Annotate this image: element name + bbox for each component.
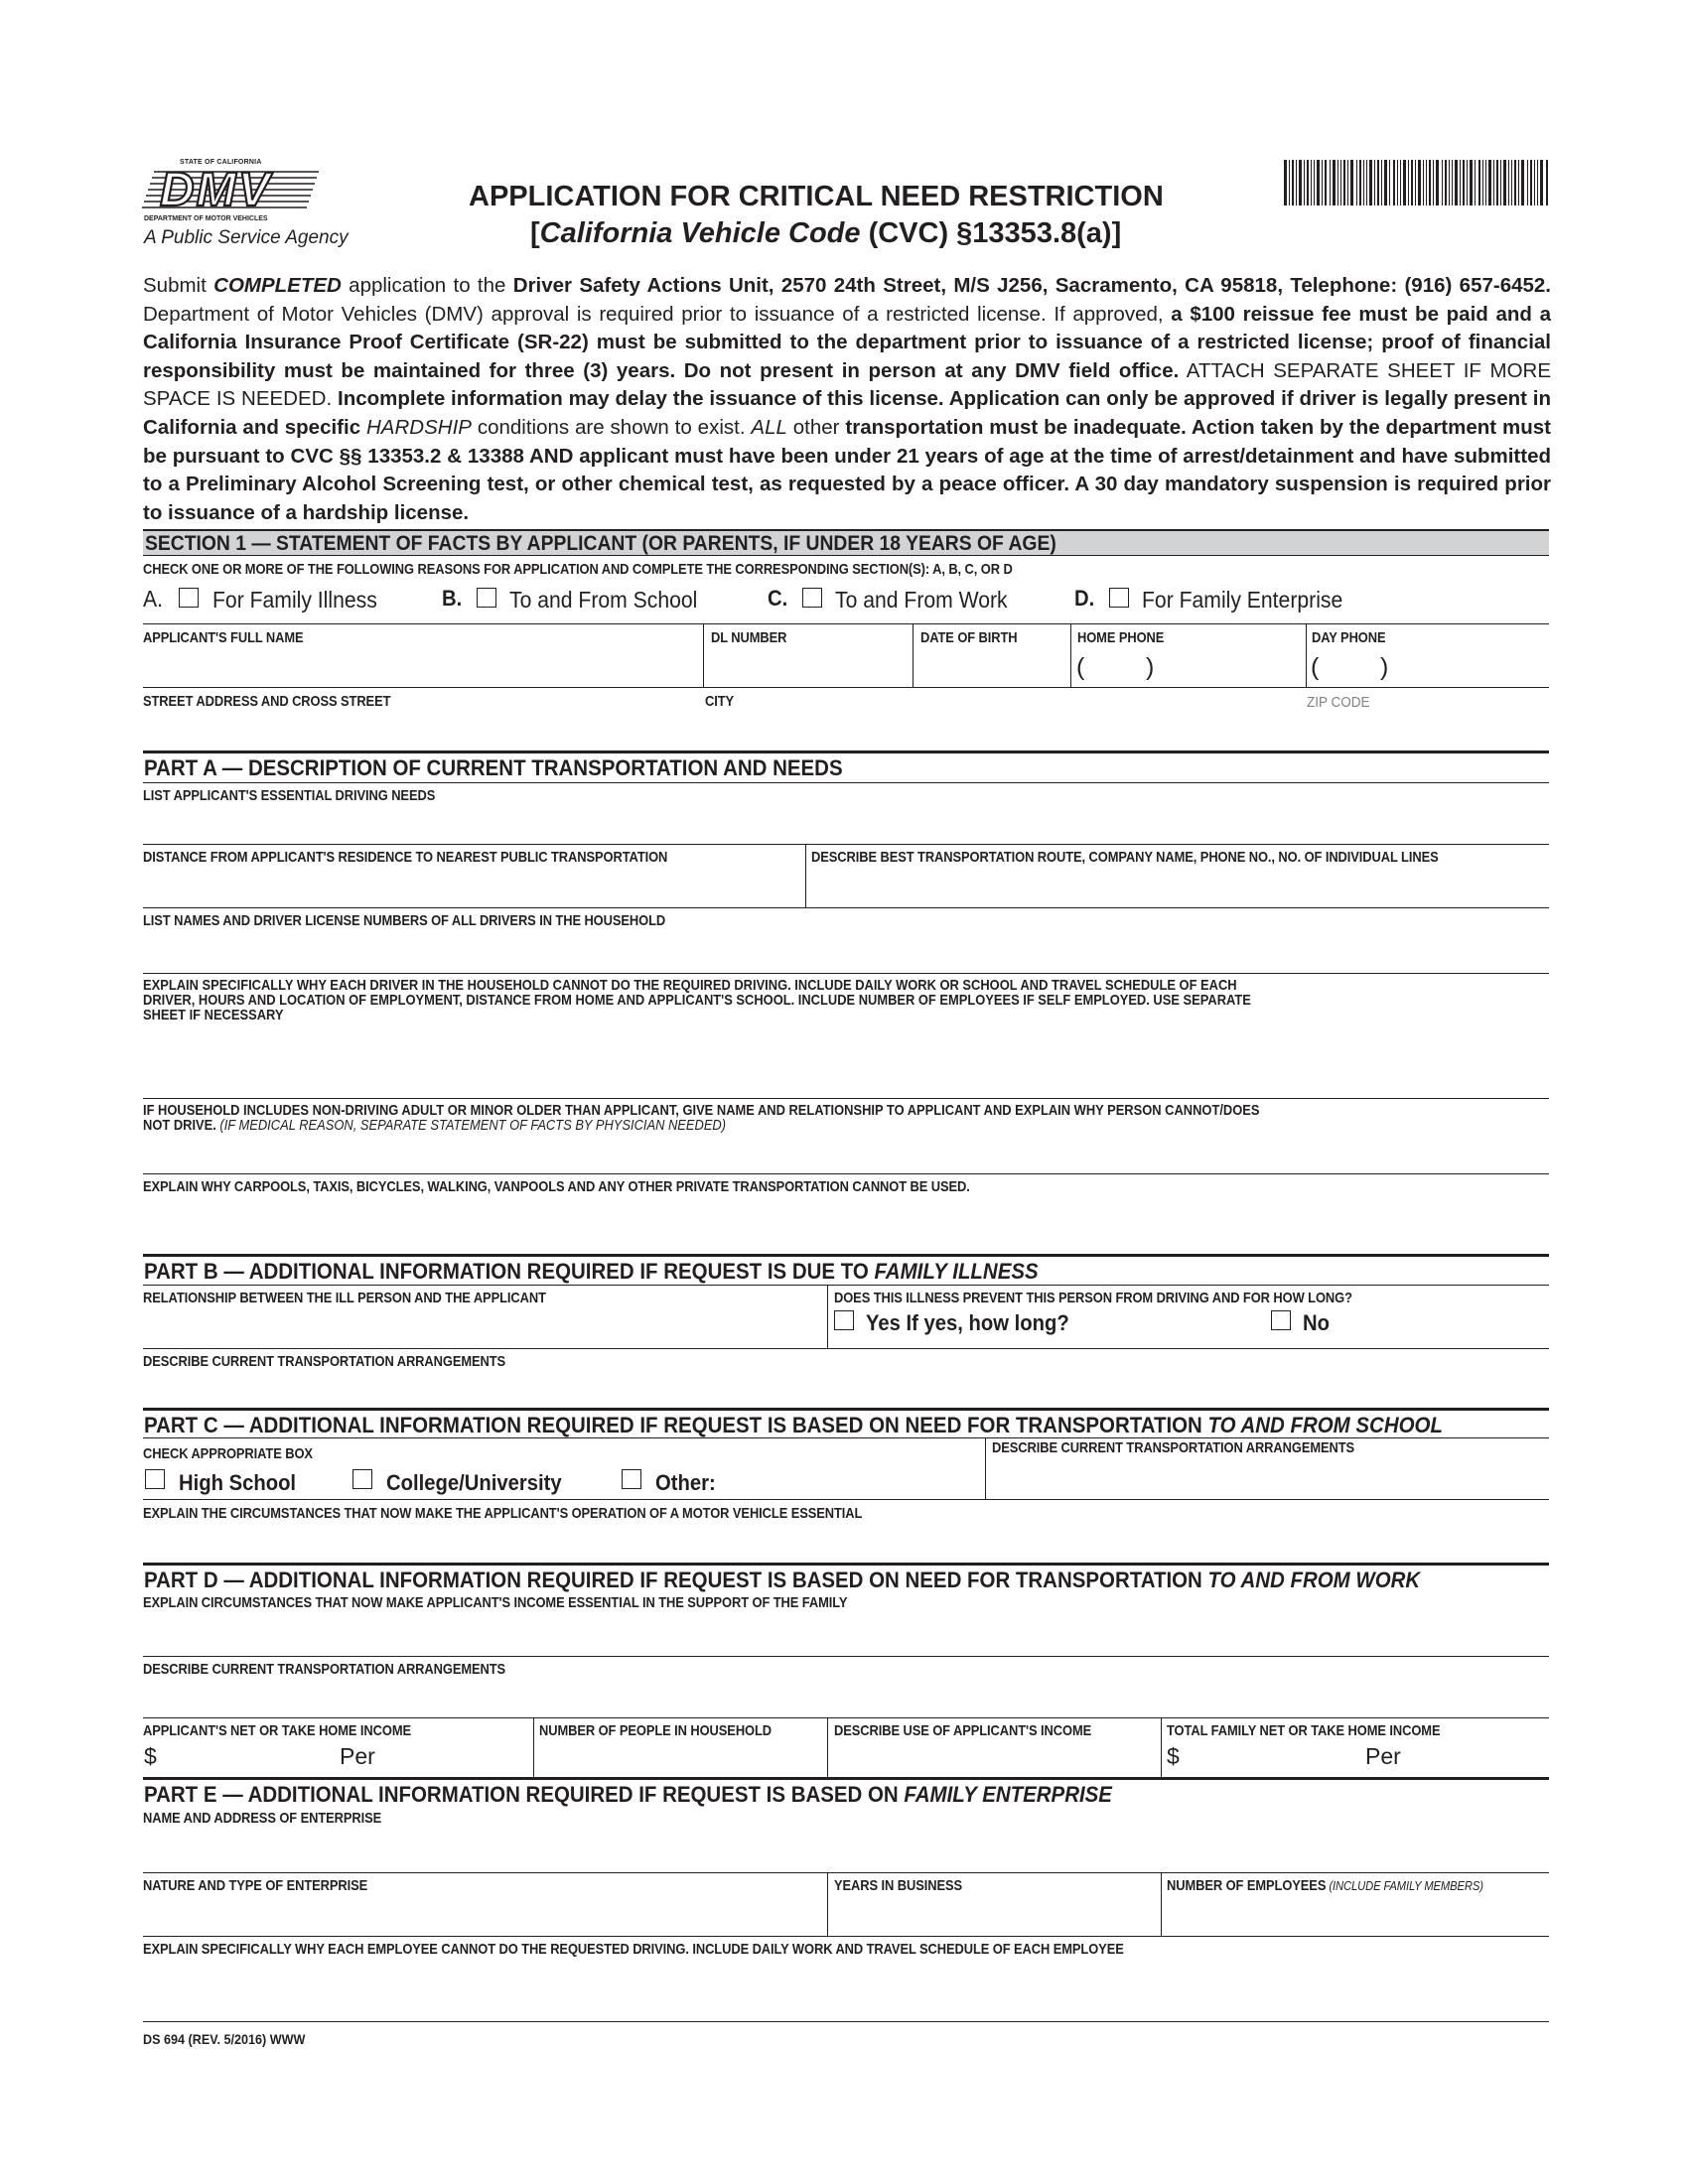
divider bbox=[827, 1285, 828, 1348]
label-relationship: RELATIONSHIP BETWEEN THE ILL PERSON AND THE APPLICANT bbox=[143, 1290, 546, 1306]
divider bbox=[703, 623, 704, 687]
part-b-heading: PART B — ADDITIONAL INFORMATION REQUIRED IF REQUEST IS DUE TO FAMILY ILLNESS bbox=[144, 1259, 1039, 1284]
section1-instruction: CHECK ONE OR MORE OF THE FOLLOWING REASONS FOR APPLICATION AND COMPLETE THE CORRESPONDING SECTION(S): A, B, C, OR D bbox=[143, 561, 1013, 578]
form-subtitle: [California Vehicle Code (CVC) §13353.8(a)] bbox=[530, 217, 1122, 249]
home-phone-paren-close: ) bbox=[1146, 653, 1155, 681]
reason-d-letter: D. bbox=[1074, 586, 1095, 611]
illness-no-checkbox[interactable] bbox=[1271, 1310, 1291, 1330]
day-phone-paren-close: ) bbox=[1380, 653, 1389, 681]
day-phone-input[interactable] bbox=[1310, 647, 1548, 683]
illness-no-label: No bbox=[1303, 1310, 1330, 1335]
full-name-input[interactable] bbox=[145, 647, 697, 683]
c-arrangements-input[interactable] bbox=[989, 1457, 1547, 1495]
high-school-label: High School bbox=[179, 1470, 297, 1495]
reason-b-letter: B. bbox=[442, 586, 463, 611]
label-b-arrangements: DESCRIBE CURRENT TRANSPORTATION ARRANGEMENTS bbox=[143, 1353, 506, 1370]
reason-d-label: For Family Enterprise bbox=[1142, 587, 1343, 613]
dmv-logo bbox=[142, 159, 341, 224]
reason-c-label: To and From Work bbox=[835, 587, 1008, 613]
label-dl-number: DL NUMBER bbox=[711, 629, 787, 646]
part-d-heading: PART D — ADDITIONAL INFORMATION REQUIRED IF REQUEST IS BASED ON NEED FOR TRANSPORTATION TO AND FROM WORK bbox=[144, 1568, 1421, 1592]
label-home-phone: HOME PHONE bbox=[1077, 629, 1165, 646]
label-carpools: EXPLAIN WHY CARPOOLS, TAXIS, BICYCLES, WALKING, VANPOOLS AND ANY OTHER PRIVATE TRANSPORTATION CANNOT BE USED. bbox=[143, 1178, 970, 1195]
divider bbox=[805, 844, 806, 907]
divider bbox=[1161, 1872, 1162, 1936]
net-income-per: Per bbox=[340, 1743, 375, 1769]
divider bbox=[143, 907, 1549, 908]
label-city: CITY bbox=[705, 693, 735, 710]
divider bbox=[143, 1098, 1549, 1099]
divider bbox=[143, 1872, 1549, 1873]
section1-heading: SECTION 1 — STATEMENT OF FACTS BY APPLICANT (OR PARENTS, IF UNDER 18 YEARS OF AGE) bbox=[145, 532, 1056, 555]
label-full-name: APPLICANT'S FULL NAME bbox=[143, 629, 304, 646]
label-nature: NATURE AND TYPE OF ENTERPRISE bbox=[143, 1877, 368, 1894]
label-years: YEARS IN BUSINESS bbox=[834, 1877, 962, 1894]
home-phone-input[interactable] bbox=[1074, 647, 1303, 683]
c-circumstances-input[interactable] bbox=[145, 1523, 1547, 1561]
label-day-phone: DAY PHONE bbox=[1312, 629, 1386, 646]
reason-a-letter: A. bbox=[143, 586, 163, 612]
label-d-arrangements: DESCRIBE CURRENT TRANSPORTATION ARRANGEMENTS bbox=[143, 1661, 506, 1678]
divider bbox=[143, 1348, 1549, 1349]
divider bbox=[143, 1285, 1549, 1286]
employees-input[interactable] bbox=[1165, 1894, 1548, 1932]
instructions-paragraph: Submit COMPLETED application to the Driver Safety Actions Unit, 2570 24th Street, M/S J256, Sacramento, CA 95818, Telephone: (916) 657-6452. Department of Motor Vehicles (DMV) approval is required prior to issuance of a restricted license. If approved, a $100 reissue fee must be paid and a California Insurance Proof Certificate (SR-22) must be submitted to the department prior to issuance of a restricted license; proof of financial responsibility must be maintained for three (3) years. Do not present in person at any DMV field office. ATTACH SEPARATE SHEET IF MORE SPACE IS NEEDED. Incomplete information may delay the issuance of this license. Application can only be approved if driver is legally present in California and specific HARDSHIP conditions are shown to exist. ALL other transportation must be inadequate. Action taken by the department must be pursuant to CVC §§ 13353.2 & 13388 AND applicant must have been under 21 years of age at the time of arrest/detainment and have submitted to a Preliminary Alcohol Screening test, or other chemical test, as requested by a peace officer. A 30 day mandatory suspension is required prior to issuance of a hardship license. bbox=[143, 274, 1552, 524]
label-illness-prevent: DOES THIS ILLNESS PREVENT THIS PERSON FROM DRIVING AND FOR HOW LONG? bbox=[834, 1290, 1352, 1306]
divider bbox=[143, 2021, 1549, 2022]
agency-tagline: A Public Service Agency bbox=[144, 227, 349, 248]
divider bbox=[143, 1499, 1549, 1500]
divider bbox=[143, 844, 1549, 845]
divider bbox=[143, 1173, 1549, 1174]
years-input[interactable] bbox=[831, 1894, 1157, 1932]
divider bbox=[1070, 623, 1071, 687]
label-use-income: DESCRIBE USE OF APPLICANT'S INCOME bbox=[834, 1722, 1092, 1739]
essential-needs-input[interactable] bbox=[145, 804, 1547, 840]
divider bbox=[827, 1872, 828, 1936]
nondriving-input[interactable] bbox=[145, 1134, 1547, 1169]
net-income-input[interactable] bbox=[165, 1739, 528, 1775]
divider bbox=[143, 1777, 1549, 1780]
label-street: STREET ADDRESS AND CROSS STREET bbox=[143, 693, 391, 710]
part-c-heading: PART C — ADDITIONAL INFORMATION REQUIRED IF REQUEST IS BASED ON NEED FOR TRANSPORTATION TO AND FROM SCHOOL bbox=[144, 1413, 1443, 1437]
divider bbox=[1306, 623, 1307, 687]
reason-a-checkbox[interactable] bbox=[179, 588, 199, 608]
high-school-checkbox[interactable] bbox=[145, 1469, 165, 1489]
label-c-arrangements: DESCRIBE CURRENT TRANSPORTATION ARRANGEMENTS bbox=[992, 1439, 1355, 1456]
college-checkbox[interactable] bbox=[352, 1469, 372, 1489]
label-d-circumstances: EXPLAIN CIRCUMSTANCES THAT NOW MAKE APPLICANT'S INCOME ESSENTIAL IN THE SUPPORT OF THE FAMILY bbox=[143, 1594, 848, 1611]
e-explain-input[interactable] bbox=[145, 1958, 1547, 2017]
dl-number-input[interactable] bbox=[707, 647, 910, 683]
dob-input[interactable] bbox=[916, 647, 1067, 683]
label-e-explain: EXPLAIN SPECIFICALLY WHY EACH EMPLOYEE CANNOT DO THE REQUESTED DRIVING. INCLUDE DAILY WORK AND TRAVEL SCHEDULE OF EACH EMPLOYEE bbox=[143, 1941, 1124, 1958]
part-e-heading: PART E — ADDITIONAL INFORMATION REQUIRED IF REQUEST IS BASED ON FAMILY ENTERPRISE bbox=[144, 1782, 1112, 1807]
divider bbox=[827, 1717, 828, 1779]
total-income-input[interactable] bbox=[1188, 1739, 1547, 1775]
city-input[interactable] bbox=[707, 711, 1299, 747]
divider bbox=[143, 782, 1549, 783]
carpools-input[interactable] bbox=[145, 1195, 1547, 1257]
part-a-heading: PART A — DESCRIPTION OF CURRENT TRANSPORTATION AND NEEDS bbox=[144, 755, 843, 780]
divider bbox=[143, 973, 1549, 974]
reason-c-checkbox[interactable] bbox=[802, 588, 822, 608]
label-people: NUMBER OF PEOPLE IN HOUSEHOLD bbox=[539, 1722, 773, 1739]
college-label: College/University bbox=[386, 1470, 562, 1495]
label-enterprise-name: NAME AND ADDRESS OF ENTERPRISE bbox=[143, 1810, 382, 1827]
logo-dmv-text: DMV bbox=[160, 164, 272, 216]
label-dob: DATE OF BIRTH bbox=[920, 629, 1018, 646]
day-phone-paren-open: ( bbox=[1311, 653, 1320, 681]
other-label: Other: bbox=[655, 1470, 716, 1495]
people-input[interactable] bbox=[537, 1739, 823, 1775]
label-check-box: CHECK APPROPRIATE BOX bbox=[143, 1445, 313, 1462]
divider bbox=[143, 687, 1549, 688]
relationship-input[interactable] bbox=[145, 1306, 822, 1344]
divider bbox=[533, 1717, 534, 1779]
home-phone-paren-open: ( bbox=[1076, 653, 1085, 681]
label-total-income: TOTAL FAMILY NET OR TAKE HOME INCOME bbox=[1167, 1722, 1441, 1739]
label-essential-needs: LIST APPLICANT'S ESSENTIAL DRIVING NEEDS bbox=[143, 787, 436, 804]
label-zip: ZIP CODE bbox=[1307, 694, 1370, 711]
d-arrangements-input[interactable] bbox=[145, 1678, 1547, 1713]
divider bbox=[143, 1437, 1549, 1438]
illness-yes-label: Yes If yes, how long? bbox=[866, 1310, 1069, 1335]
logo-department-text: DEPARTMENT OF MOTOR VEHICLES bbox=[144, 215, 268, 222]
d-circumstances-input[interactable] bbox=[145, 1612, 1547, 1652]
reason-a-label: For Family Illness bbox=[212, 587, 377, 613]
divider bbox=[143, 1936, 1549, 1937]
b-arrangements-input[interactable] bbox=[145, 1370, 1547, 1406]
label-net-income: APPLICANT'S NET OR TAKE HOME INCOME bbox=[143, 1722, 412, 1739]
form-id: DS 694 (REV. 5/2016) WWW bbox=[143, 2031, 306, 2047]
label-route: DESCRIBE BEST TRANSPORTATION ROUTE, COMPANY NAME, PHONE NO., NO. OF INDIVIDUAL LINES bbox=[811, 849, 1439, 866]
divider bbox=[143, 1563, 1549, 1566]
nature-input[interactable] bbox=[145, 1894, 822, 1932]
street-input[interactable] bbox=[145, 711, 697, 747]
label-nondriving: IF HOUSEHOLD INCLUDES NON-DRIVING ADULT OR MINOR OLDER THAN APPLICANT, GIVE NAME AND RELATIONSHIP TO APPLICANT AND EXPLAIN WHY PERSON CANNOT/DOES NOT DRIVE. (IF MEDICAL REASON, SEPARATE STATEMENT OF FACTS BY PHYSICIAN NEEDED) bbox=[143, 1102, 1260, 1134]
label-employees: NUMBER OF EMPLOYEES (INCLUDE FAMILY MEMBERS) bbox=[1167, 1877, 1483, 1894]
divider bbox=[985, 1437, 986, 1499]
reason-d-checkbox[interactable] bbox=[1109, 588, 1129, 608]
drivers-input[interactable] bbox=[145, 929, 1547, 969]
divider bbox=[913, 623, 914, 687]
divider bbox=[143, 1408, 1549, 1411]
total-income-per: Per bbox=[1365, 1743, 1401, 1769]
label-drivers: LIST NAMES AND DRIVER LICENSE NUMBERS OF ALL DRIVERS IN THE HOUSEHOLD bbox=[143, 912, 666, 929]
use-income-input[interactable] bbox=[831, 1739, 1157, 1775]
route-input[interactable] bbox=[809, 866, 1548, 903]
divider bbox=[143, 623, 1549, 624]
divider bbox=[143, 1717, 1549, 1718]
barcode bbox=[1284, 160, 1550, 205]
enterprise-name-input[interactable] bbox=[145, 1827, 1547, 1868]
zip-input[interactable] bbox=[1310, 711, 1548, 747]
section1-heading-bar bbox=[143, 529, 1549, 556]
divider bbox=[1161, 1717, 1162, 1779]
illness-yes-checkbox[interactable] bbox=[834, 1310, 854, 1330]
divider bbox=[143, 751, 1549, 753]
other-checkbox[interactable] bbox=[622, 1469, 641, 1489]
label-explain-drivers: EXPLAIN SPECIFICALLY WHY EACH DRIVER IN THE HOUSEHOLD CANNOT DO THE REQUIRED DRIVING. INCLUDE DAILY WORK OR SCHOOL AND TRAVEL SCHEDULE OF EACH DRIVER, HOURS AND LOCATION OF EMPLOYMENT, DISTANCE FROM HOME AND APPLICANT'S SCHOOL. INCLUDE NUMBER OF EMPLOYEES IF SELF EMPLOYED. USE SEPARATE SHEET IF NECESSARY bbox=[143, 977, 1251, 1024]
label-c-circumstances: EXPLAIN THE CIRCUMSTANCES THAT NOW MAKE THE APPLICANT'S OPERATION OF A MOTOR VEHICLE ESSENTIAL bbox=[143, 1505, 863, 1522]
form-title: APPLICATION FOR CRITICAL NEED RESTRICTION bbox=[469, 181, 1164, 212]
distance-input[interactable] bbox=[145, 866, 800, 903]
explain-drivers-input[interactable] bbox=[145, 1009, 1547, 1094]
divider bbox=[143, 1254, 1549, 1257]
total-income-dollar: $ bbox=[1167, 1743, 1180, 1769]
divider bbox=[143, 1656, 1549, 1657]
reason-b-label: To and From School bbox=[509, 587, 698, 613]
net-income-dollar: $ bbox=[144, 1743, 157, 1769]
reason-b-checkbox[interactable] bbox=[477, 588, 496, 608]
reason-c-letter: C. bbox=[768, 586, 788, 611]
logo-state-text: STATE OF CALIFORNIA bbox=[180, 159, 262, 166]
label-distance: DISTANCE FROM APPLICANT'S RESIDENCE TO NEAREST PUBLIC TRANSPORTATION bbox=[143, 849, 668, 866]
